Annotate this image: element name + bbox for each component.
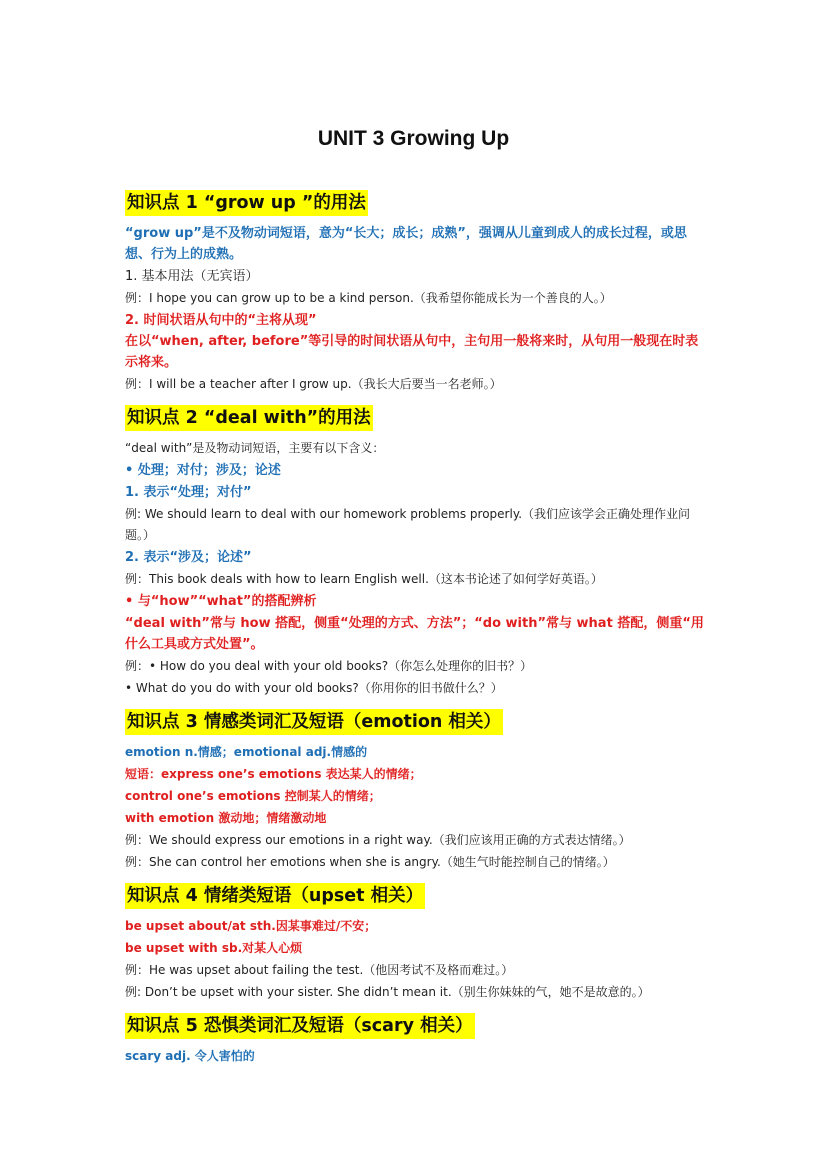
section-3-line-6: 例：She can control her emotions when she is angry.（她生气时能控制自己的情绪。）: [125, 855, 615, 869]
section-heading-1: 知识点 1 “grow up ”的用法: [125, 190, 368, 216]
section-heading-4: 知识点 4 情绪类短语（upset 相关）: [125, 883, 425, 909]
section-1-line-1: “grow up”是不及物动词短语，意为“长大；成长；成熟”，强调从儿童到成人的成长过程，或思想、行为上的成熟。: [125, 226, 687, 262]
section-2-line-4: 例: We should learn to deal with our homework problems properly.（我们应该学会正确处理作业问题。）: [125, 507, 691, 542]
section-2-line-2: • 处理；对付；涉及；论述: [125, 463, 281, 478]
section-2-line-1: “deal with”是及物动词短语，主要有以下含义：: [125, 441, 385, 455]
section-5-line-1: scary adj. 令人害怕的: [125, 1049, 255, 1063]
section-2-line-6: 例：This book deals with how to learn English well.（这本书论述了如何学好英语。）: [125, 572, 603, 586]
section-3-line-2: 短语：express one’s emotions 表达某人的情绪；: [125, 767, 422, 781]
section-1-line-6: 例：I will be a teacher after I grow up.（我长大后要当一名老师。）: [125, 377, 502, 391]
section-4-line-2: be upset with sb.对某人心烦: [125, 941, 303, 955]
section-3-line-4: with emotion 激动地；情绪激动地: [125, 811, 327, 825]
section-3-line-5: 例：We should express our emotions in a right way.（我们应该用正确的方式表达情绪。）: [125, 833, 631, 847]
section-1-line-5: 在以“when, after, before”等引导的时间状语从句中，主句用一般将来时，从句用一般现在时表示将来。: [125, 334, 699, 370]
section-4-line-1: be upset about/at sth.因某事难过/不安；: [125, 919, 377, 933]
page-title: UNIT 3 Growing Up: [317, 127, 510, 150]
section-2-line-7: • 与“how”“what”的搭配辨析: [125, 594, 317, 609]
section-heading-3: 知识点 3 情感类词汇及短语（emotion 相关）: [125, 709, 503, 735]
section-1-line-4: 2. 时间状语从句中的“主将从现”: [125, 313, 317, 328]
section-2-line-9: 例：• How do you deal with your old books?（你怎么处理你的旧书？）: [125, 659, 533, 673]
section-1-line-2: 1. 基本用法（无宾语）: [125, 269, 259, 284]
section-heading-2: 知识点 2 “deal with”的用法: [125, 405, 373, 431]
section-2-line-10: • What do you do with your old books?（你用你的旧书做什么？）: [125, 681, 503, 695]
section-4-line-3: 例：He was upset about failing the test.（他因考试不及格而难过。）: [125, 963, 514, 977]
section-2-line-8: “deal with”常与 how 搭配，侧重“处理的方式、方法”；“do with”常与 what 搭配，侧重“用什么工具或方式处置”。: [125, 616, 704, 652]
section-2-line-3: 1. 表示“处理；对付”: [125, 485, 252, 500]
section-1-line-3: 例：I hope you can grow up to be a kind person.（我希望你能成长为一个善良的人。）: [125, 291, 612, 305]
section-2-line-5: 2. 表示“涉及；论述”: [125, 550, 252, 565]
section-heading-5: 知识点 5 恐惧类词汇及短语（scary 相关）: [125, 1013, 475, 1039]
section-4-line-4: 例: Don’t be upset with your sister. She didn’t mean it.（别生你妹妹的气，她不是故意的。）: [125, 985, 650, 999]
section-3-line-3: control one’s emotions 控制某人的情绪；: [125, 789, 381, 803]
section-3-line-1: emotion n.情感；emotional adj.情感的: [125, 745, 368, 759]
